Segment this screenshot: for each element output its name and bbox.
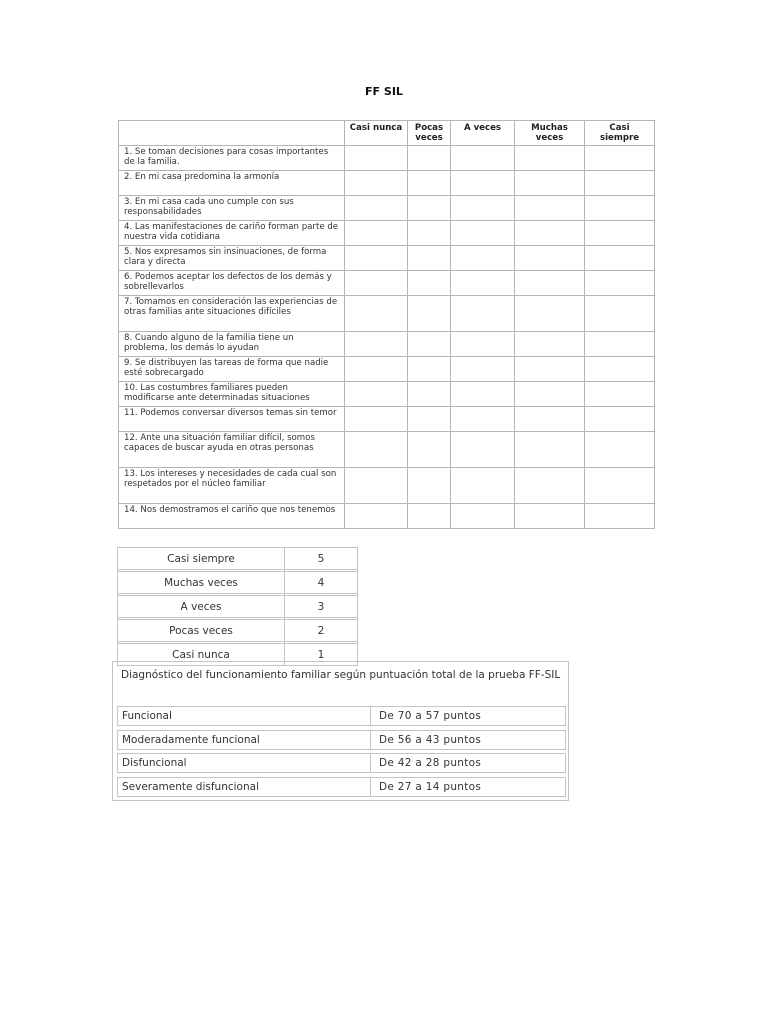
question-text: 11. Podemos conversar diversos temas sin temor — [119, 407, 345, 432]
table-row — [119, 271, 655, 296]
header-question — [119, 121, 345, 146]
table-row — [119, 171, 655, 196]
answer-cell[interactable] — [451, 382, 515, 407]
page-title: FF SIL — [365, 85, 403, 98]
diagnosis-label: Funcional — [122, 710, 172, 722]
table-row — [119, 432, 655, 468]
answer-cell[interactable] — [585, 504, 655, 529]
header-pocas-veces: Pocas veces — [408, 121, 451, 146]
answer-cell[interactable] — [408, 196, 451, 221]
answer-cell[interactable] — [515, 196, 585, 221]
answer-cell[interactable] — [345, 357, 408, 382]
answer-cell[interactable] — [585, 196, 655, 221]
scoring-value: 5 — [285, 548, 358, 570]
diagnosis-label: Disfuncional — [122, 757, 187, 769]
answer-cell[interactable] — [345, 171, 408, 196]
table-row — [119, 196, 655, 221]
table-row — [119, 504, 655, 529]
answer-cell[interactable] — [345, 296, 408, 332]
answer-cell[interactable] — [585, 221, 655, 246]
answer-cell[interactable] — [451, 196, 515, 221]
answer-cell[interactable] — [515, 271, 585, 296]
answer-cell[interactable] — [451, 432, 515, 468]
question-text: 13. Los intereses y necesidades de cada cual son respetados por el núcleo familiar — [119, 468, 345, 504]
table-row — [117, 730, 566, 750]
scoring-label: Casi siempre — [118, 548, 285, 570]
table-row — [117, 777, 566, 797]
answer-cell[interactable] — [515, 221, 585, 246]
answer-cell[interactable] — [345, 332, 408, 357]
diagnosis-range: De 27 a 14 puntos — [370, 778, 559, 796]
answer-cell[interactable] — [408, 271, 451, 296]
question-text: 5. Nos expresamos sin insinuaciones, de forma clara y directa — [119, 246, 345, 271]
answer-cell[interactable] — [585, 296, 655, 332]
scoring-value: 1 — [285, 644, 358, 666]
answer-cell[interactable] — [408, 468, 451, 504]
question-text: 3. En mi casa cada uno cumple con sus responsabilidades — [119, 196, 345, 221]
answer-cell[interactable] — [408, 407, 451, 432]
answer-cell[interactable] — [515, 407, 585, 432]
answer-cell[interactable] — [345, 468, 408, 504]
answer-cell[interactable] — [585, 468, 655, 504]
diagnosis-label: Moderadamente funcional — [122, 734, 260, 746]
answer-cell[interactable] — [408, 504, 451, 529]
answer-cell[interactable] — [515, 468, 585, 504]
answer-cell[interactable] — [585, 407, 655, 432]
scoring-table — [117, 547, 358, 666]
answer-cell[interactable] — [515, 357, 585, 382]
scoring-value: 4 — [285, 572, 358, 594]
table-row — [119, 296, 655, 332]
answer-cell[interactable] — [515, 296, 585, 332]
table-row — [118, 620, 358, 642]
answer-cell[interactable] — [451, 221, 515, 246]
answer-cell[interactable] — [515, 504, 585, 529]
answer-cell[interactable] — [451, 146, 515, 171]
answer-cell[interactable] — [585, 171, 655, 196]
answer-cell[interactable] — [585, 332, 655, 357]
questionnaire-table — [118, 120, 655, 529]
question-text: 12. Ante una situación familiar difícil, somos capaces de buscar ayuda en otras personas — [119, 432, 345, 468]
scoring-label: Pocas veces — [118, 620, 285, 642]
question-text: 9. Se distribuyen las tareas de forma que nadie esté sobrecargado — [119, 357, 345, 382]
table-row — [118, 572, 358, 594]
table-row — [119, 146, 655, 171]
answer-cell[interactable] — [408, 246, 451, 271]
answer-cell[interactable] — [408, 171, 451, 196]
answer-cell[interactable] — [515, 246, 585, 271]
table-row — [119, 332, 655, 357]
answer-cell[interactable] — [451, 332, 515, 357]
table-row — [119, 407, 655, 432]
answer-cell[interactable] — [515, 432, 585, 468]
table-row — [117, 706, 566, 726]
answer-cell[interactable] — [451, 468, 515, 504]
answer-cell[interactable] — [515, 332, 585, 357]
answer-cell[interactable] — [408, 357, 451, 382]
answer-cell[interactable] — [585, 382, 655, 407]
answer-cell[interactable] — [585, 146, 655, 171]
diagnosis-table — [112, 661, 569, 801]
answer-cell[interactable] — [345, 246, 408, 271]
answer-cell[interactable] — [451, 271, 515, 296]
table-row — [119, 382, 655, 407]
table-row — [118, 548, 358, 570]
table-row — [119, 357, 655, 382]
question-text: 14. Nos demostramos el cariño que nos tenemos — [119, 504, 345, 529]
scoring-label: Muchas veces — [118, 572, 285, 594]
answer-cell[interactable] — [515, 382, 585, 407]
answer-cell[interactable] — [585, 432, 655, 468]
questionnaire-header-row — [119, 121, 655, 146]
answer-cell[interactable] — [345, 407, 408, 432]
answer-cell[interactable] — [345, 432, 408, 468]
table-row — [119, 468, 655, 504]
question-text: 4. Las manifestaciones de cariño forman parte de nuestra vida cotidiana — [119, 221, 345, 246]
answer-cell[interactable] — [345, 271, 408, 296]
answer-cell[interactable] — [585, 246, 655, 271]
answer-cell[interactable] — [408, 296, 451, 332]
answer-cell[interactable] — [451, 296, 515, 332]
question-text: 10. Las costumbres familiares pueden modificarse ante determinadas situaciones — [119, 382, 345, 407]
diagnosis-header: Diagnóstico del funcionamiento familiar según puntuación total de la prueba FF-SIL — [121, 669, 561, 681]
question-text: 1. Se toman decisiones para cosas importantes de la familia. — [119, 146, 345, 171]
table-row — [119, 246, 655, 271]
answer-cell[interactable] — [408, 332, 451, 357]
table-row — [117, 753, 566, 773]
scoring-value: 3 — [285, 596, 358, 618]
answer-cell[interactable] — [408, 146, 451, 171]
answer-cell[interactable] — [585, 357, 655, 382]
answer-cell[interactable] — [345, 221, 408, 246]
diagnosis-label: Severamente disfuncional — [122, 781, 259, 793]
answer-cell[interactable] — [451, 171, 515, 196]
question-text: 8. Cuando alguno de la familia tiene un problema, los demás lo ayudan — [119, 332, 345, 357]
scoring-label: A veces — [118, 596, 285, 618]
answer-cell[interactable] — [451, 246, 515, 271]
header-a-veces: A veces — [451, 121, 515, 146]
scoring-label: Casi nunca — [118, 644, 285, 666]
header-muchas-veces: Muchas veces — [515, 121, 585, 146]
question-text: 7. Tomamos en consideración las experiencias de otras familias ante situaciones difíciles — [119, 296, 345, 332]
diagnosis-range: De 56 a 43 puntos — [370, 731, 559, 749]
scoring-value: 2 — [285, 620, 358, 642]
question-text: 2. En mi casa predomina la armonía — [119, 171, 345, 196]
diagnosis-range: De 42 a 28 puntos — [370, 754, 559, 772]
table-row — [118, 596, 358, 618]
question-text: 6. Podemos aceptar los defectos de los demás y sobrellevarlos — [119, 271, 345, 296]
answer-cell[interactable] — [345, 196, 408, 221]
answer-cell[interactable] — [451, 407, 515, 432]
answer-cell[interactable] — [408, 382, 451, 407]
answer-cell[interactable] — [345, 504, 408, 529]
answer-cell[interactable] — [345, 146, 408, 171]
answer-cell[interactable] — [451, 504, 515, 529]
answer-cell[interactable] — [451, 357, 515, 382]
answer-cell[interactable] — [515, 171, 585, 196]
answer-cell[interactable] — [515, 146, 585, 171]
header-casi-nunca: Casi nunca — [345, 121, 408, 146]
table-row — [119, 221, 655, 246]
answer-cell[interactable] — [345, 382, 408, 407]
answer-cell[interactable] — [408, 432, 451, 468]
header-casi-siempre: Casi siempre — [585, 121, 655, 146]
answer-cell[interactable] — [585, 271, 655, 296]
diagnosis-range: De 70 a 57 puntos — [370, 707, 559, 725]
answer-cell[interactable] — [408, 221, 451, 246]
